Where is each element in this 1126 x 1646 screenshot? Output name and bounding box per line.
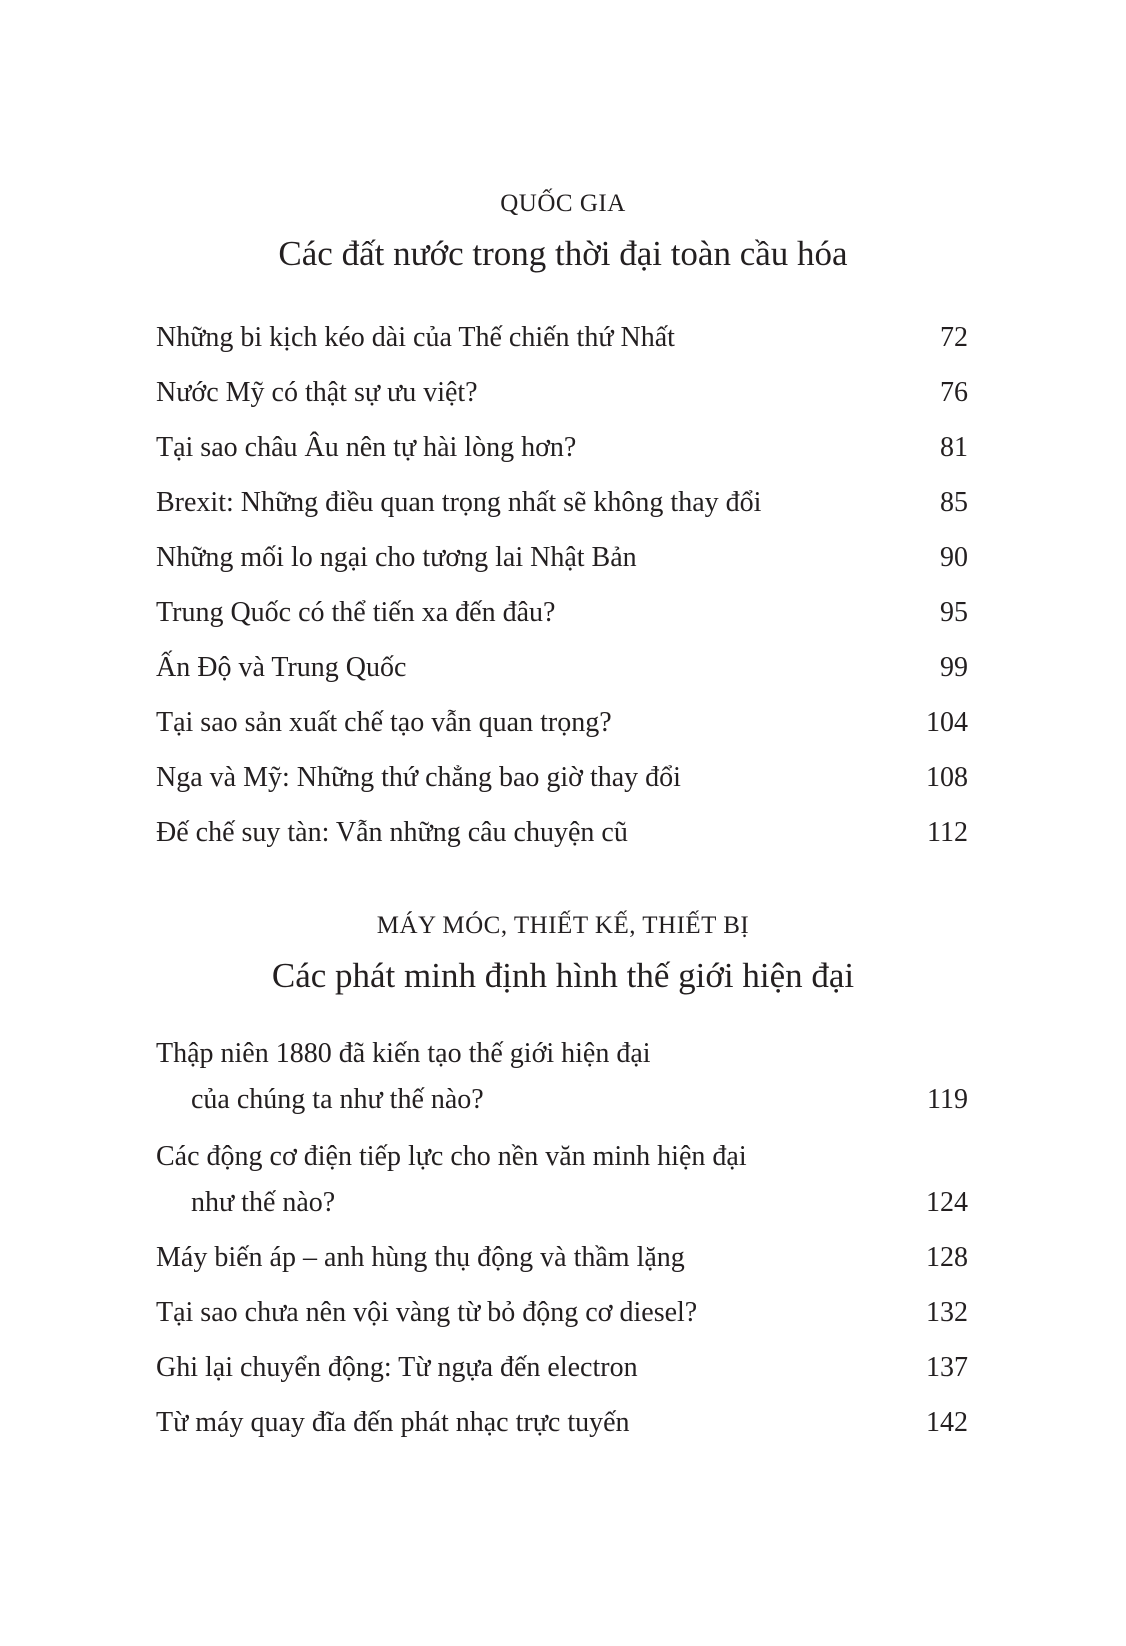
toc-entry-title: Máy biến áp – anh hùng thụ động và thầm lặng [156, 1242, 685, 1273]
toc-entry-page: 72 [940, 322, 968, 353]
toc-entry-page: 108 [926, 762, 968, 793]
toc-entry-page: 128 [926, 1242, 968, 1273]
toc-entry-page: 81 [940, 432, 968, 463]
toc-entry-title: Tại sao châu Âu nên tự hài lòng hơn? [156, 432, 577, 463]
section-title: Các phát minh định hình thế giới hiện đại [271, 956, 855, 995]
toc-entry[interactable] [156, 538, 968, 578]
toc-entry-line2[interactable] [156, 1080, 968, 1120]
toc-entry-title: Ấn Độ và Trung Quốc [156, 652, 407, 683]
toc-entry-title: Tại sao sản xuất chế tạo vẫn quan trọng? [156, 707, 612, 738]
toc-entry-line1[interactable] [156, 1034, 968, 1074]
toc-entry-page: 99 [940, 652, 968, 683]
toc-entry-title: Đế chế suy tàn: Vẫn những câu chuyện cũ [156, 817, 628, 848]
toc-entry[interactable] [156, 648, 968, 688]
toc-entry-page: 95 [940, 597, 968, 628]
toc-entry[interactable] [156, 1403, 968, 1443]
toc-entry-page: 137 [926, 1352, 968, 1383]
toc-entry-page: 124 [926, 1187, 968, 1218]
toc-entry-title: Các động cơ điện tiếp lực cho nền văn minh hiện đại [156, 1141, 747, 1172]
section-kicker: MÁY MÓC, THIẾT KẾ, THIẾT BỊ [376, 912, 750, 939]
toc-entry-title-continued: như thế nào? [191, 1187, 336, 1218]
toc-entry[interactable] [156, 428, 968, 468]
toc-entry-page: 112 [927, 817, 968, 848]
toc-entry-title: Từ máy quay đĩa đến phát nhạc trực tuyến [156, 1407, 630, 1438]
toc-entry[interactable] [156, 1293, 968, 1333]
toc-entry[interactable] [156, 373, 968, 413]
toc-entry-title-continued: của chúng ta như thế nào? [191, 1084, 484, 1115]
toc-entry-page: 142 [926, 1407, 968, 1438]
toc-entry-page: 85 [940, 487, 968, 518]
toc-entry-page: 104 [926, 707, 968, 738]
toc-entry-title: Ghi lại chuyển động: Từ ngựa đến electron [156, 1352, 638, 1383]
toc-entry[interactable] [156, 318, 968, 358]
toc-entry[interactable] [156, 1238, 968, 1278]
toc-entry-title: Những mối lo ngại cho tương lai Nhật Bản [156, 542, 637, 573]
toc-entry-page: 76 [940, 377, 968, 408]
toc-entry[interactable] [156, 593, 968, 633]
toc-entry[interactable] [156, 758, 968, 798]
toc-entry-title: Tại sao chưa nên vội vàng từ bỏ động cơ diesel? [156, 1297, 698, 1328]
toc-entry-page: 119 [927, 1084, 968, 1115]
toc-entry[interactable] [156, 483, 968, 523]
toc-entry[interactable] [156, 703, 968, 743]
section-title: Các đất nước trong thời đại toàn cầu hóa [278, 234, 848, 273]
toc-entry-title: Nước Mỹ có thật sự ưu việt? [156, 377, 478, 408]
toc-entry-page: 90 [940, 542, 968, 573]
toc-entry-title: Trung Quốc có thể tiến xa đến đâu? [156, 597, 556, 628]
toc-entry-line2[interactable] [156, 1183, 968, 1223]
toc-entry-title: Nga và Mỹ: Những thứ chẳng bao giờ thay đổi [156, 762, 681, 793]
toc-entry-page: 132 [926, 1297, 968, 1328]
section-kicker: QUỐC GIA [500, 190, 626, 217]
toc-entry[interactable] [156, 1348, 968, 1388]
toc-entry-line1[interactable] [156, 1137, 968, 1177]
toc-entry-title: Thập niên 1880 đã kiến tạo thế giới hiện đại [156, 1038, 651, 1069]
toc-entry-title: Brexit: Những điều quan trọng nhất sẽ không thay đổi [156, 487, 762, 518]
toc-entry[interactable] [156, 813, 968, 853]
toc-entry-title: Những bi kịch kéo dài của Thế chiến thứ Nhất [156, 322, 675, 353]
